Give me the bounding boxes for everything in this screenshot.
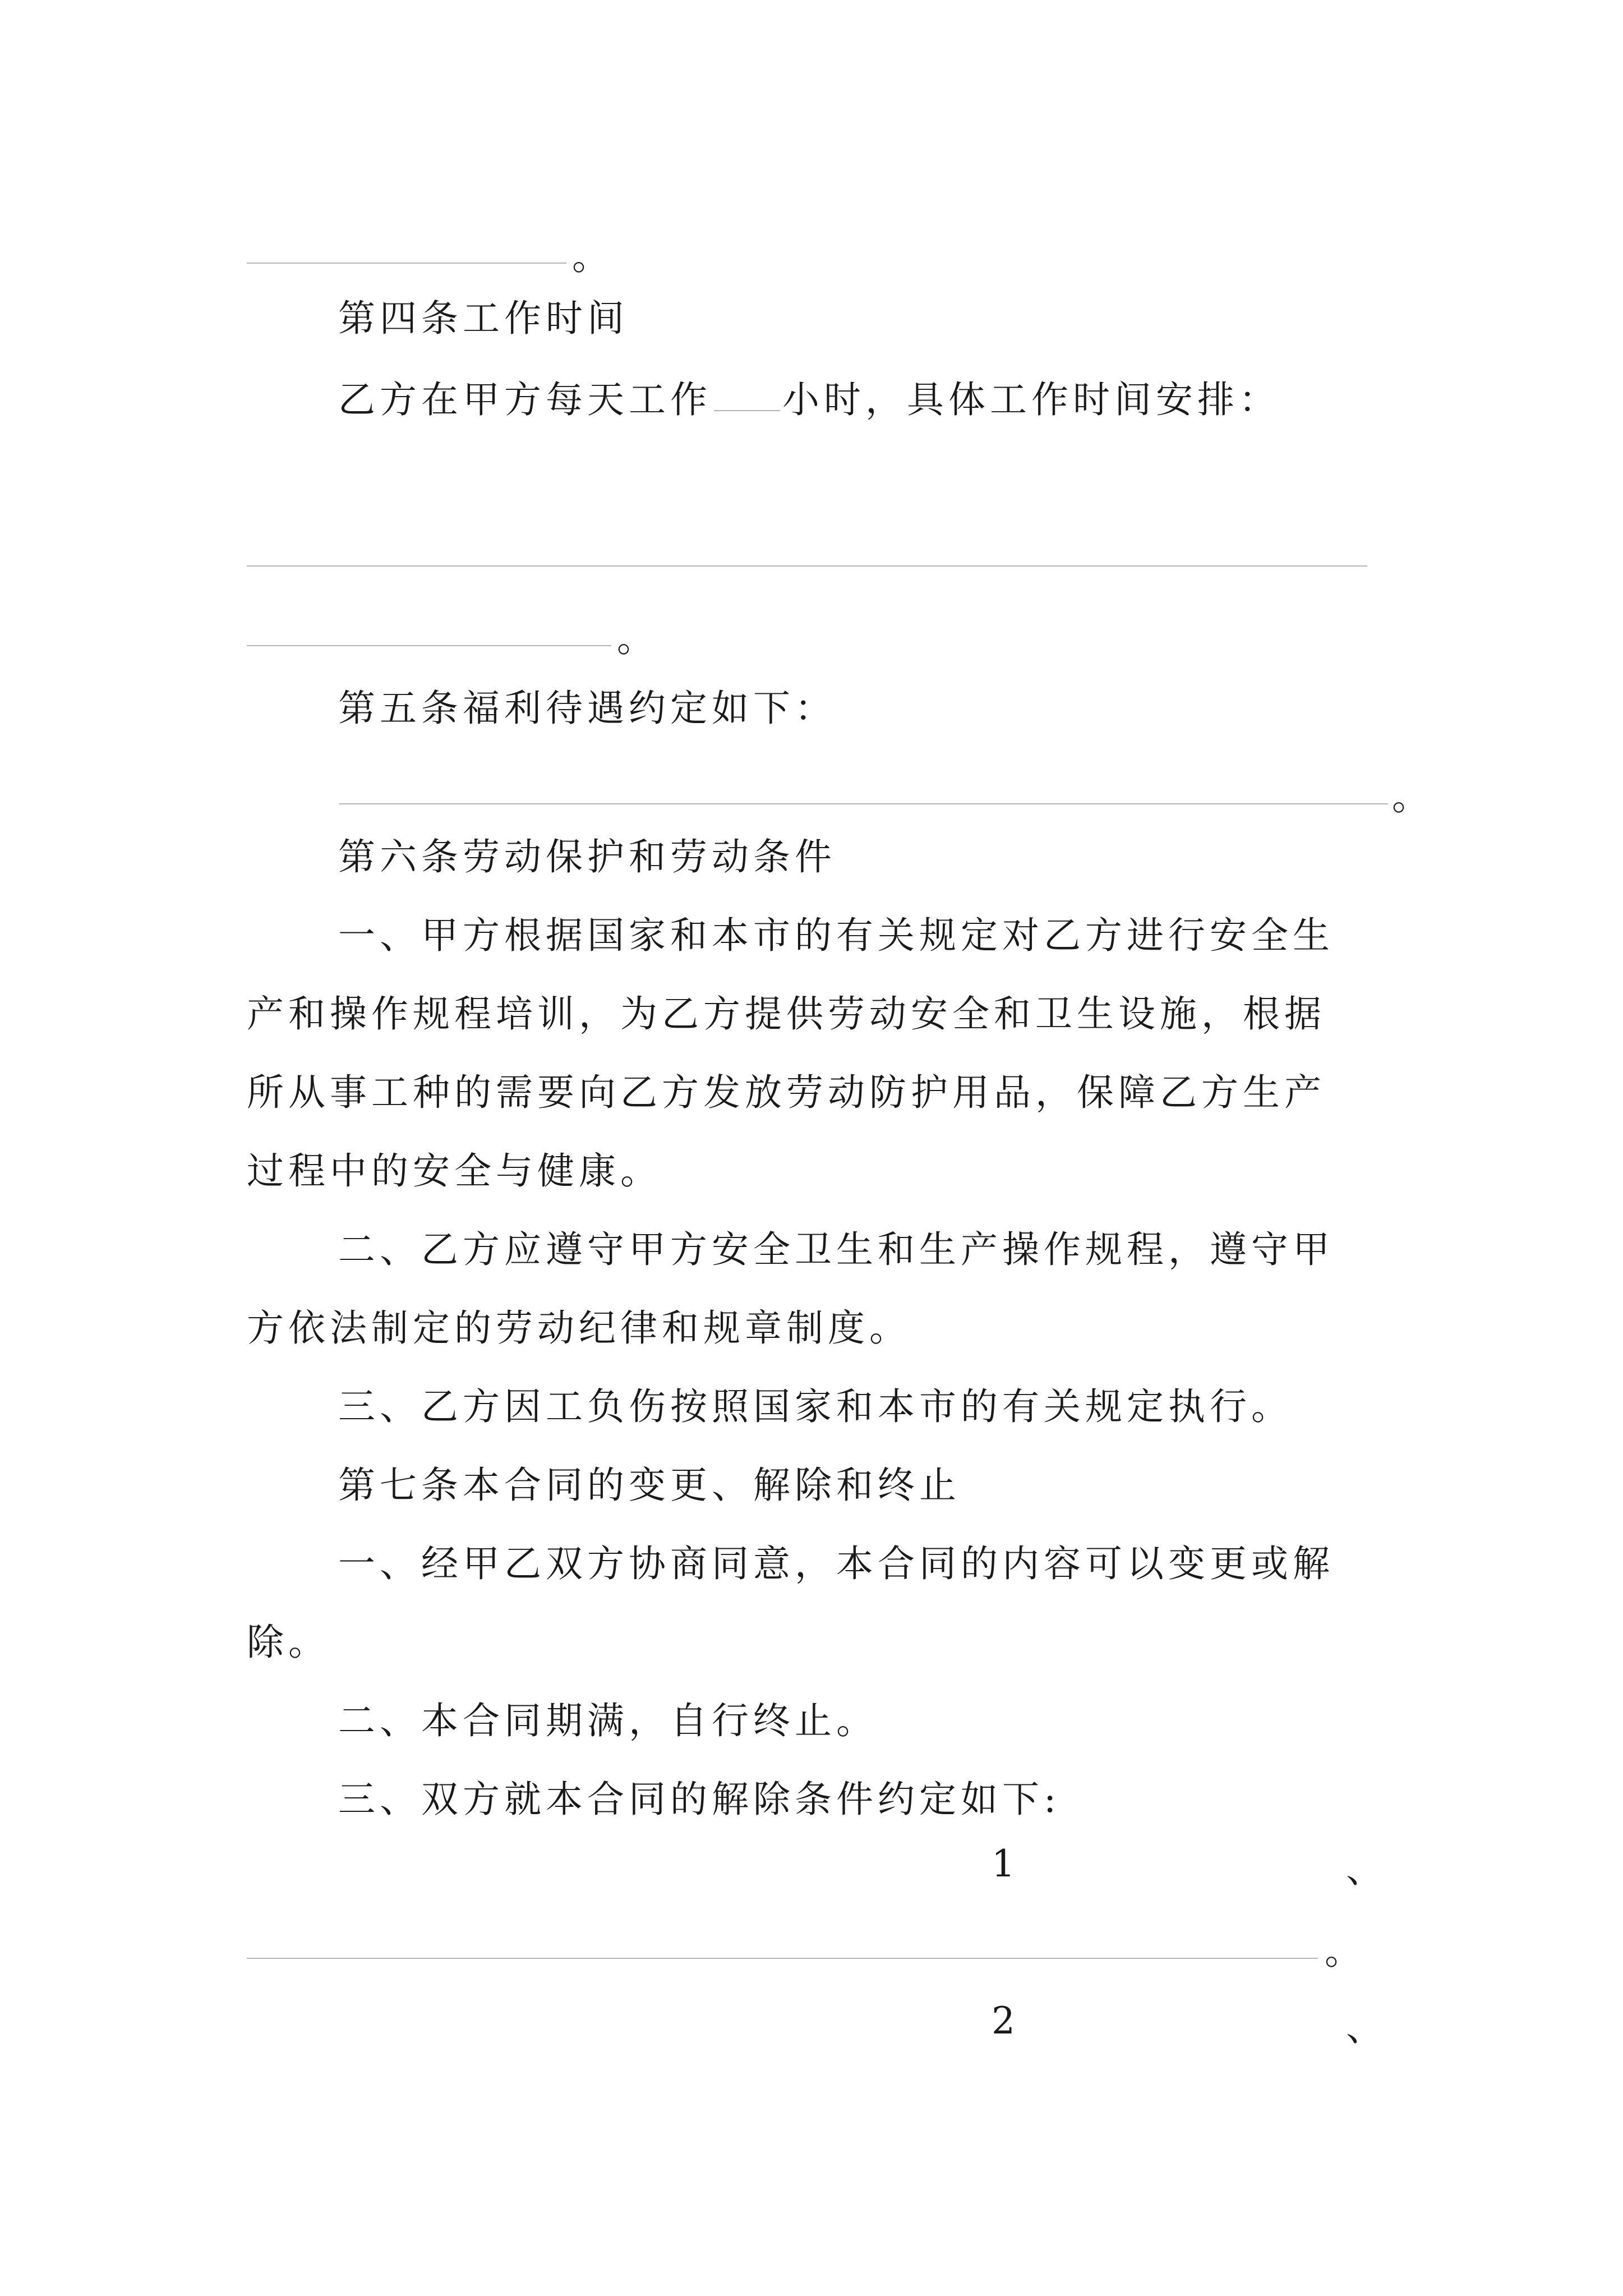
item1-fill-blank-line[interactable] (247, 1958, 1318, 1959)
schedule-fill-blank-line[interactable] (247, 565, 1367, 567)
article6-p3: 三、乙方因工负伤按照国家和本市的有关规定执行。 (338, 1385, 1293, 1428)
article6-p2-line2: 方依法制定的劳动纪律和规章制度。 (247, 1306, 911, 1350)
article6-p1-line4: 过程中的安全与健康。 (247, 1149, 662, 1193)
article7-title: 第七条本合同的变更、解除和终止 (338, 1464, 961, 1507)
article6-p1-line3: 所从事工种的需要向乙方发放劳动防护用品，保障乙方生产 (247, 1071, 1326, 1114)
period-mark: 。 (617, 617, 654, 660)
item-separator-1: 、 (1346, 1848, 1383, 1891)
period-mark: 。 (572, 235, 609, 278)
article4-hours-before: 乙方在甲方每天工作 (338, 378, 712, 421)
article7-p3: 三、双方就本合同的解除条件约定如下: (338, 1778, 1061, 1821)
item-number-2: 2 (992, 1999, 1015, 2042)
article4-hours-line (338, 378, 1280, 421)
article4-title: 第四条工作时间 (338, 297, 629, 340)
benefits-fill-blank-line[interactable] (339, 803, 1388, 804)
schedule-fill-blank-line-2[interactable] (247, 645, 611, 646)
item-number-1: 1 (992, 1842, 1015, 1885)
article5-title: 第五条福利待遇约定如下： (338, 687, 836, 730)
hours-fill-blank[interactable] (714, 410, 780, 411)
article6-p2-line1: 二、乙方应遵守甲方安全卫生和生产操作规程，遵守甲 (338, 1228, 1334, 1271)
period-mark: 。 (1325, 1930, 1362, 1973)
article6-p1-line2: 产和操作规程培训，为乙方提供劳动安全和卫生设施，根据 (247, 992, 1326, 1036)
fill-blank-line[interactable] (247, 263, 566, 264)
item-separator-2: 、 (1346, 2006, 1383, 2049)
article6-p1-line1: 一、甲方根据国家和本市的有关规定对乙方进行安全生 (338, 914, 1334, 957)
article7-p2: 二、本合同期满，自行终止。 (338, 1699, 878, 1742)
article7-p1-line2: 除。 (247, 1621, 330, 1664)
article4-hours-after: 小时，具体工作时间安排： (782, 378, 1280, 421)
period-mark: 。 (1392, 775, 1429, 818)
article7-p1-line1: 一、经甲乙双方协商同意，本合同的内容可以变更或解 (338, 1542, 1334, 1585)
article6-title: 第六条劳动保护和劳动条件 (338, 835, 836, 878)
